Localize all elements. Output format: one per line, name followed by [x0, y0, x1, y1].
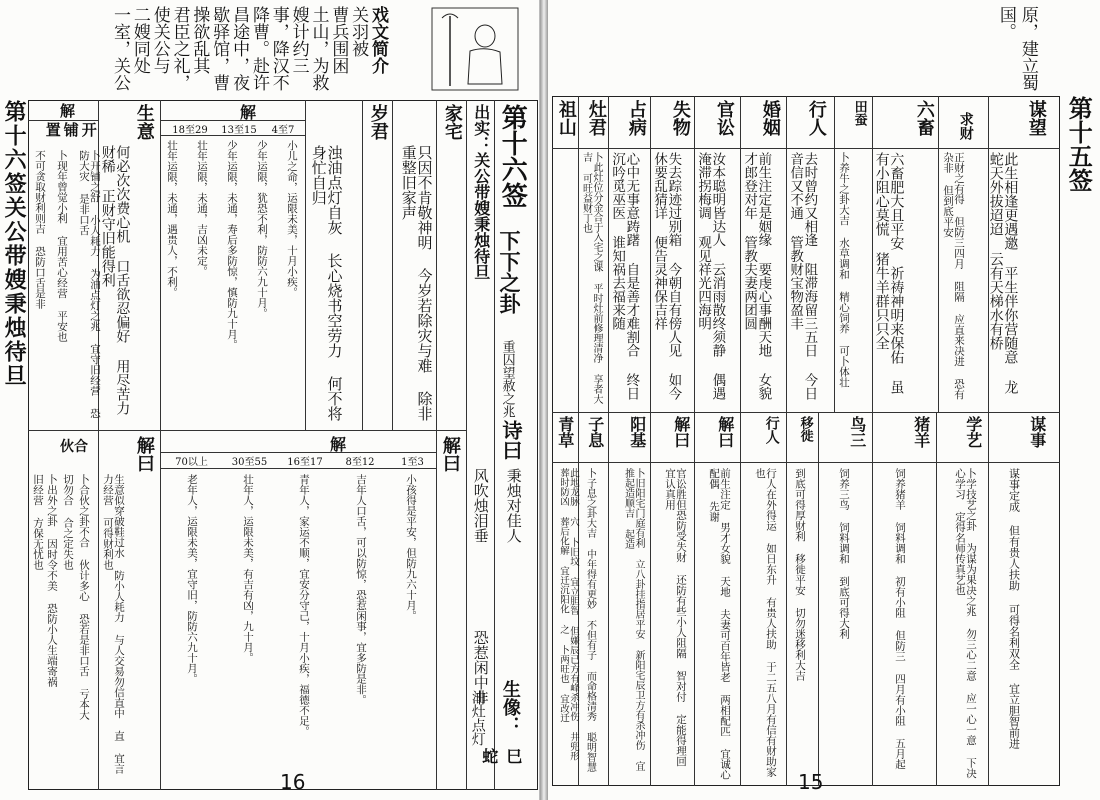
jieyue-r2-text: 官讼胜但恐防受失财 还防有些小人阻隔 智对付 定能得理回 宜认真用	[664, 468, 688, 767]
suijun-text: 浊油点灯自灰 长心烧书空劳力 何不将身忙自归	[309, 145, 344, 421]
header-jieyue-r2: 解曰	[671, 416, 691, 448]
zaojun-text: 卜此灶位分金合于入宅之课 平时灶前修理清净 享者大吉 可旺益财丁也	[580, 152, 602, 404]
divider	[608, 96, 609, 412]
jie-label-kai: 开	[79, 122, 98, 137]
liuchu-text: 六畜肥大且平安 祈祷神明来保佑 虽有小阻心莫慌 猪牛羊群只只全	[873, 152, 905, 394]
zixi-text: 卜子息之卦大吉 中年得有更妙 不但有子 而命格清秀 聪明智慧	[584, 468, 596, 772]
moushi-text: 谋事定成 但有贵人扶助 可得名利双全 宜立胆智前进	[1007, 468, 1021, 749]
xingren-bottom-text: 行人在外得运 如日东升 有贵人扶助 于二五八月有信有财助家也	[754, 468, 778, 777]
poem-label: 诗曰	[499, 420, 523, 460]
intro-col-3: 土山，为救	[308, 6, 329, 91]
intro-col-9: 操欲乱其	[189, 6, 210, 74]
intro-col-7: 昌途中，夜	[229, 6, 250, 91]
divider	[608, 412, 609, 786]
jie-label-zhi: 置	[43, 122, 62, 137]
divider	[938, 96, 939, 412]
divider	[786, 96, 787, 412]
bottom-age-2: 8至12	[345, 457, 375, 468]
bottom-text-3: 青年人，家运不顺，宜安分守己，十月小疾，福德不足。	[298, 474, 311, 737]
shiwu-text: 失去踪迹过别箱 今朝自有傍人见 如今休要乱猜详 便告灵神保吉祥	[651, 152, 682, 400]
bottom-age-4: 30至55	[231, 457, 268, 468]
divider	[578, 96, 579, 412]
header-jieyue-r1: 解曰	[715, 416, 735, 448]
intro-col-2: 曹兵围困	[328, 6, 349, 74]
qiucai-text: 正财之有得 但防三四月 阻隔 应直来决进 恐有杂非 但到底平安	[942, 152, 966, 400]
divider	[362, 100, 363, 430]
page-number-right: 15	[798, 770, 824, 794]
divider	[98, 430, 99, 790]
divider	[694, 96, 695, 412]
age-group-1: 4至7	[271, 125, 295, 136]
age-text-2: 少年运限，犹恐不利，防防六九十月。	[256, 140, 269, 319]
intro-col-11: 使关公与	[149, 6, 170, 74]
header-zhuyang: 猪羊	[911, 416, 931, 448]
divider	[494, 100, 495, 790]
right-intro-2: 国。	[995, 6, 1016, 40]
divider	[28, 430, 466, 431]
header-niaosan: 鸟三	[847, 416, 867, 448]
age-table-header: 解	[240, 103, 257, 122]
bottom-age-1: 1至3	[401, 457, 424, 468]
header-yixi: 移徙	[797, 416, 813, 442]
jie-text-zhi: 不可贪取财利则吉 恐防口舌是非	[34, 150, 47, 309]
zhuyang-text: 饲养猪羊 饲料调和 初有小阻 但防三 四月有小阻 五月起	[894, 468, 907, 770]
right-page	[548, 0, 1100, 800]
jie-header-left: 解	[60, 102, 76, 120]
intro-col-4: 嫂计约三	[288, 6, 309, 74]
header-xingren: 行人	[805, 100, 827, 136]
page-number-left: 16	[280, 770, 306, 794]
divider	[988, 412, 989, 786]
intro-col-10: 君臣之礼，	[169, 6, 190, 91]
age-text-1: 小儿之命，运限未美，十月小疾。	[286, 140, 299, 298]
divider	[650, 96, 651, 412]
bottom-age-3: 16至17	[287, 457, 323, 468]
header-zixi: 子息	[585, 416, 605, 448]
xueyi-text: 卜学技艺之卦 为谋为果决之兆 勿三心二意 应一心一意 下决心学习 定得名师传真艺也	[954, 468, 978, 779]
age-text-5: 壮年运限，未通，遇贵人，不利。	[166, 140, 179, 298]
divider	[818, 412, 819, 786]
qingcao-text: 此地龙脉 穴 卜旧坟 宜立胆智 但嫌辰已方有峰杀冲伤 井兜形 葬时防凶 葬后化解 宜迁沉阳化 之 卜两旺也 宜改迁	[557, 468, 579, 761]
header-jieyue-2: 解曰	[133, 436, 155, 472]
poem-line-2: 风吹烛泪垂	[471, 468, 490, 543]
age-text-4: 壮年运限，未通，吉凶未定。	[196, 140, 209, 277]
shengyi-text: 何必次次费心机 口舌欲忍偏好 用尽苦力财稀 正财守旧能得利	[99, 145, 131, 415]
intro-col-13: 一室，关公	[110, 6, 131, 91]
shengxiang-label: 生像：	[499, 680, 521, 734]
left-side-title: 第十六签关公带嫂秉烛待旦	[1, 100, 28, 388]
bottom-age-5: 70以上	[175, 457, 208, 468]
divider	[834, 96, 835, 412]
huohe-text-1: 卜合伙之卦不合 伙计多心 恐若是非口舌 亏本大	[78, 474, 91, 720]
right-side-title: 第十五签	[1064, 96, 1094, 192]
jie-text-kai: 卜开铺之舒 小人耗力 为油点灯之兆 宜守旧经营 恐防大灾 是非口舌	[78, 150, 102, 419]
niaosan-text: 饲养三鸟 饲料调和 到底可得大利	[838, 468, 851, 639]
divider	[160, 100, 161, 430]
divider	[694, 412, 695, 786]
header-zushan: 祖山	[555, 100, 577, 136]
poem-line-1: 秉烛对佳人	[504, 468, 523, 543]
bottom-text-2: 吉年人口舌，可以防惊，恐惹闲事，宜多防是非。	[355, 474, 368, 705]
gua-type: 下下之卦	[497, 230, 523, 314]
header-hunyin: 婚姻	[759, 100, 781, 136]
age-group-2: 13至15	[221, 125, 257, 136]
intro-col-8: 歇驿馆，曹	[209, 6, 230, 91]
chuwai-text-1: 卜出外之卦 因时令不美 恐防小人生端寄祸	[46, 474, 59, 687]
header-jiazhai: 家宅	[441, 104, 463, 140]
age-text-3: 少年运限，未通，寿后多防惊，慎防九十月。	[226, 140, 239, 350]
shengxiang-value-1: 巳	[503, 748, 523, 764]
neizhao-value: 油灶点灯	[469, 690, 486, 746]
gua-desc: 重囚望赦之兆	[499, 340, 515, 418]
intro-heading: 戏文简介	[368, 6, 388, 74]
xingren-text: 去时曾约又相逢 阻滞海留三五日 今日音信又不通 管教财宝物盈丰	[787, 152, 818, 400]
sign-title-16: 第十六签	[497, 104, 528, 208]
header-tiancan: 田蚕	[851, 100, 867, 126]
guansong-text: 汝本聪明皆达人 云消雨散终须静 偶遇淹滞拐梅调 观见祥光四海明	[695, 152, 726, 400]
intro-col-1: 关羽被	[348, 6, 369, 57]
divider	[466, 100, 467, 790]
header-guansong: 官讼	[713, 100, 735, 136]
divider	[305, 100, 306, 430]
divider	[740, 96, 741, 412]
divider	[786, 412, 787, 786]
header-zhanbing: 占病	[625, 100, 647, 136]
left-page	[0, 0, 540, 800]
tiancan-text: 卜养牛之卦大吉 水草调和 精心饲养 可卜体壮	[838, 152, 851, 388]
divider	[872, 412, 873, 786]
zhanbing-text: 心中无事意踌躇 自是善才难割合 终日沉吟觅巫医 谁知祸去福来随	[609, 152, 640, 400]
shengxiang-value-2: 蛇	[479, 748, 499, 764]
bottom-text-1: 小孩得是平安，但防九六十月。	[405, 474, 418, 621]
bottom-text-5: 老年人，运限未美，宜守旧，防防六九十月。	[186, 474, 199, 684]
header-jieyue: 解曰	[439, 436, 461, 472]
divider	[552, 148, 1060, 149]
divider	[28, 120, 98, 121]
jie-label-pu: 铺	[61, 122, 80, 137]
divider	[160, 430, 161, 790]
divider	[872, 96, 873, 412]
chuwai-text-2: 旧经营 方保无忧也	[32, 474, 45, 570]
jieyue-r1-text: 前生注定 男才女貌 天地 夫妻可百年皆老 两相配匹 宜诚心配偶 先谢	[708, 468, 732, 780]
header-liuchu: 六畜	[913, 100, 935, 136]
header-shiwu: 失物	[669, 100, 691, 136]
intro-block	[30, 6, 386, 102]
age-group-3: 18至29	[172, 125, 208, 136]
header-moushi: 谋事	[1027, 416, 1047, 448]
header-suijun: 岁君	[367, 104, 389, 140]
mouwang-text: 此生相逢更遇邀 平生伴你营随意 龙蛇天外拔迢迢 云有天梯水有桥	[987, 152, 1019, 394]
divider	[552, 412, 1060, 413]
header-zaojun: 灶君	[585, 100, 607, 136]
illustration-figure	[430, 6, 520, 92]
divider	[988, 96, 989, 412]
divider	[552, 462, 1060, 463]
jiazhai-text: 只因不肯敬神明 今岁若除灾与难 除非重整旧家声	[399, 145, 434, 421]
huohe-text-2: 切勿合 合之定失也	[62, 474, 75, 570]
header-xueyi: 学艺	[963, 416, 983, 448]
header-qiucai: 求财	[957, 112, 974, 140]
intro-col-12: 二嫂同处	[129, 6, 150, 74]
divider	[650, 412, 651, 786]
hunyin-text: 前生注定是姻缘 要虔心事酬天地 女貌才郎登对年 管教夫妻两团圆	[741, 152, 772, 400]
divider	[436, 100, 437, 430]
yixi-text: 到底可得厚财利 移徙平安 切勿迷移利大吉	[794, 468, 807, 681]
divider	[936, 412, 937, 786]
divider	[740, 412, 741, 786]
divider	[160, 468, 436, 469]
jieyue-text: 生意似穿破鞋过水 防小人耗力 与人交易勿信直中 直 宜言力经营 可得财利也	[102, 474, 126, 774]
header-xingren-2: 行人	[763, 416, 780, 444]
intro-col-6: 降曹。赴许	[248, 6, 269, 91]
chuzhe-line: 出实：关公带嫂秉烛待旦	[471, 104, 491, 280]
divider	[436, 430, 437, 790]
jie-text-pu: 卜现年曾觉小利 宜用苦心经营 平安也	[56, 150, 69, 342]
intro-col-5: 事，降汉不	[268, 6, 289, 91]
bottom-text-4: 壮年人，运限未美，有吉有凶，九十月。	[242, 474, 255, 663]
header-shengyi: 生意	[133, 104, 155, 140]
header-qingcao: 青草	[555, 416, 575, 448]
bottom-age-header: 解	[330, 435, 347, 454]
huohe-header: 伙合	[60, 439, 88, 455]
right-intro-1: 原，建立蜀	[1017, 6, 1038, 91]
yangji-text: 卜旧阳宅门庭有利 立八卦挂指居平安 新阳宅辰卫方有杀冲伤 宜推起造顺吉 起造	[622, 468, 644, 771]
header-mouwang: 谋望	[1025, 100, 1047, 136]
divider	[160, 135, 305, 136]
divider	[392, 100, 393, 430]
header-yangji: 阳基	[627, 416, 647, 448]
poem-line-4: 恐惹闲中非	[471, 630, 490, 705]
book-spine	[540, 0, 548, 800]
